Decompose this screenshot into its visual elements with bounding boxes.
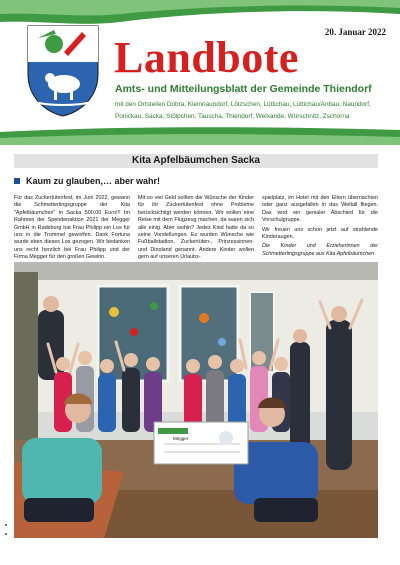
margin-marks	[4, 522, 8, 538]
article-paragraph: Wir freuen uns schon jetzt auf strahlende Kinderaugen.	[262, 226, 378, 241]
newspaper-title: Landbote	[114, 33, 299, 82]
article-body	[14, 195, 378, 259]
article-paragraph: Für das Zuckertütenfest, im Juni 2022, gewann die Schmetterlingsgruppe der Kita "Apfelbäumchen" in Sacka 500,00 Euro!!! Im Rahmen der Spendenaktion 2021 der Megger GmbH in Radeburg hat Frau Philipp ein Los für uns in die Trommel geworfen. Dank Fortuna wurde eben dieses Los gezogen. Wir bedanken uns recht herzlich bei Frau Philipp und der Firma Megger für den großen Gewinn.	[14, 195, 130, 259]
article-column-1	[14, 195, 130, 259]
districts-list: mit den Ortsteilen Dobra, Kleinnaundorf, Lötzschen, Lüttichau, Lüttichau/Anbau, Naundorf, Ponickau, Sacka, Stölpchen, Tauscha, Thiendorf, Welxande, Würschnitz, Zschorna	[115, 101, 371, 120]
article-column-3	[262, 195, 378, 259]
article-column-2	[138, 195, 254, 259]
article-headline-row	[14, 175, 160, 187]
article-signature: Die Kinder und Erzieherinnen der Schmetterlingsgruppe aus Kita Apfelbäumchen	[262, 243, 378, 257]
article-headline: Kaum zu glauben,… aber wahr!	[26, 176, 161, 186]
masthead	[0, 0, 400, 145]
group-photo	[14, 262, 378, 538]
section-title: Kita Apfelbäumchen Sacka	[14, 154, 378, 168]
bullet-square-icon	[14, 178, 20, 184]
issue-date: 20. Januar 2022	[324, 27, 386, 37]
coat-of-arms-logo	[24, 22, 102, 118]
article-paragraph: Mit so viel Geld sollten die Wünsche der Kinder für ihr Zuckertütenfest ohne Probleme berücksichtigt werden können. Wir wollen eine Reise mit dem Flugzeug machen, da waren sich alle einig. Aber wohin? Jedes Kind hatte da so seine Vorstellungen. Es wurden Wünsche wie Fußballstadion, Zuckertüten-, Prinzessinnen- und Dinoland genannt. Andere Kinder wollen gern auf unseren Urlaubs-	[138, 195, 254, 259]
article-paragraph: spielplatz, im Hotel mit den Eltern übernachten oder ganz ausgefallen in das Weltall fliegen. Das wird ein genialer Abschied für die Vorschulgruppe.	[262, 195, 378, 224]
newspaper-subtitle: Amts- und Mitteilungsblatt der Gemeinde Thiendorf	[115, 83, 372, 95]
cheque-logo-text: Megger	[173, 436, 189, 441]
